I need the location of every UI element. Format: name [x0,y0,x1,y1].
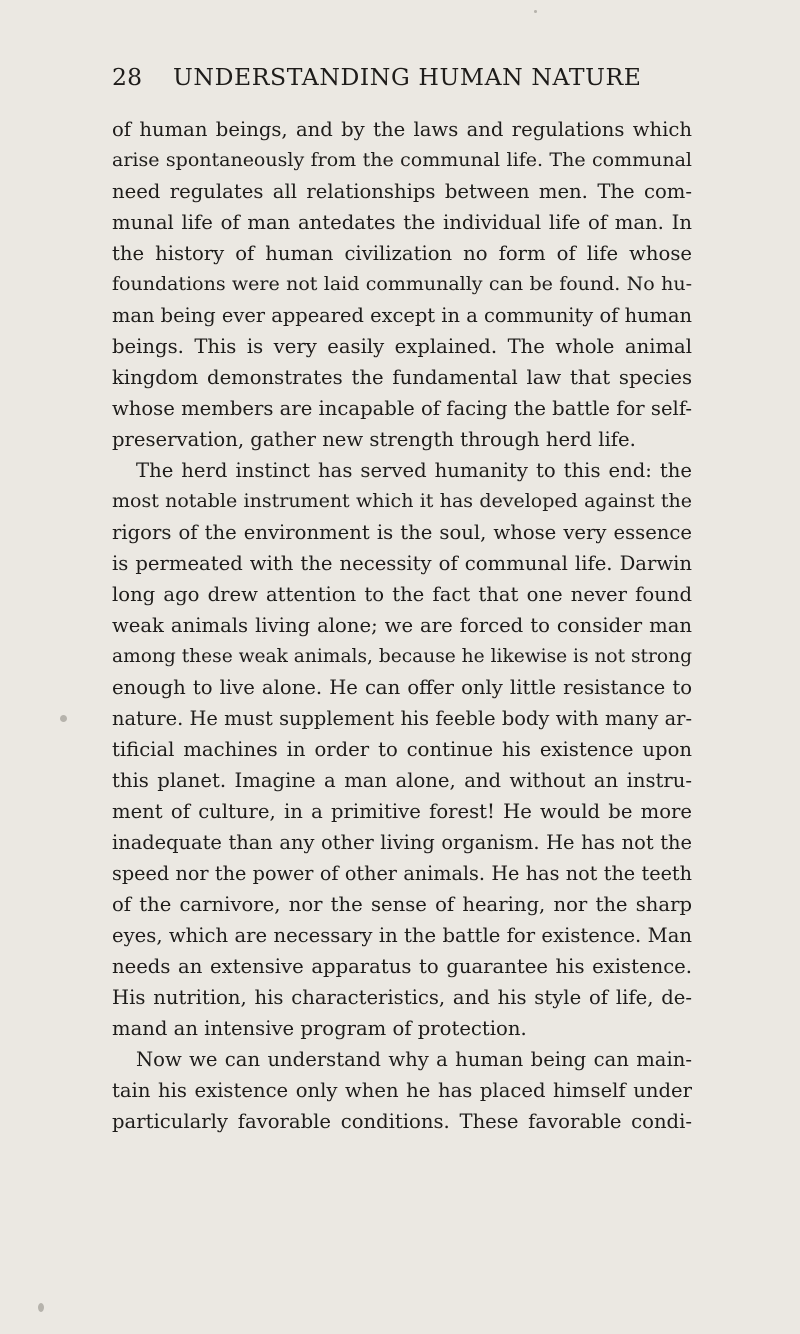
text-line: particularly favorable conditions. These favorable condi- [112,1110,692,1133]
text-line: beings. This is very easily explained. The whole animal [112,335,692,358]
page-number: 28 [112,63,143,91]
text-line: the history of human civilization no form of life whose [112,242,692,265]
text-line: of human beings, and by the laws and regulations which [112,118,692,141]
text-line: His nutrition, his characteristics, and his style of life, de- [112,986,692,1009]
text-line: man being ever appeared except in a community of human [112,304,692,327]
text-line: tain his existence only when he has placed himself under [112,1079,692,1102]
text-line: speed nor the power of other animals. He has not the teeth [112,862,692,885]
text-line: munal life of man antedates the individual life of man. In [112,211,692,234]
body-text [112,114,692,1137]
text-line: enough to live alone. He can offer only little resistance to [112,676,692,699]
text-line: Now we can understand why a human being can main- [136,1048,692,1071]
text-line: of the carnivore, nor the sense of hearing, nor the sharp [112,893,692,916]
text-line: this planet. Imagine a man alone, and without an instru- [112,769,692,792]
text-line: weak animals living alone; we are forced to consider man [112,614,692,637]
text-line: eyes, which are necessary in the battle for existence. Man [112,924,692,947]
text-line: The herd instinct has served humanity to this end: the [136,459,692,482]
paper-speck [534,10,537,13]
text-line: foundations were not laid communally can be found. No hu- [112,273,692,295]
running-head [112,63,692,91]
text-line: rigors of the environment is the soul, whose very essence [112,521,692,544]
text-line: most notable instrument which it has developed against the [112,490,692,512]
text-line: kingdom demonstrates the fundamental law that species [112,366,692,389]
text-line: among these weak animals, because he likewise is not strong [112,646,692,667]
text-line: needs an extensive apparatus to guarantee his existence. [112,955,692,978]
text-line: is permeated with the necessity of communal life. Darwin [112,552,692,575]
text-line: nature. He must supplement his feeble body with many ar- [112,707,692,730]
text-line: ment of culture, in a primitive forest! He would be more [112,800,692,823]
text-line: inadequate than any other living organism. He has not the [112,831,692,854]
text-line: preservation, gather new strength through herd life. [112,428,636,451]
text-line: tificial machines in order to continue his existence upon [112,738,692,761]
text-line: need regulates all relationships between men. The com- [112,180,692,203]
paper-speck [60,715,67,722]
text-line: long ago drew attention to the fact that one never found [112,583,692,606]
book-title: UNDERSTANDING HUMAN NATURE [173,63,642,91]
text-line: mand an intensive program of protection. [112,1017,527,1040]
paper-speck [38,1303,44,1312]
text-line: arise spontaneously from the communal life. The communal [112,149,692,171]
text-line: whose members are incapable of facing the battle for self- [112,397,692,420]
